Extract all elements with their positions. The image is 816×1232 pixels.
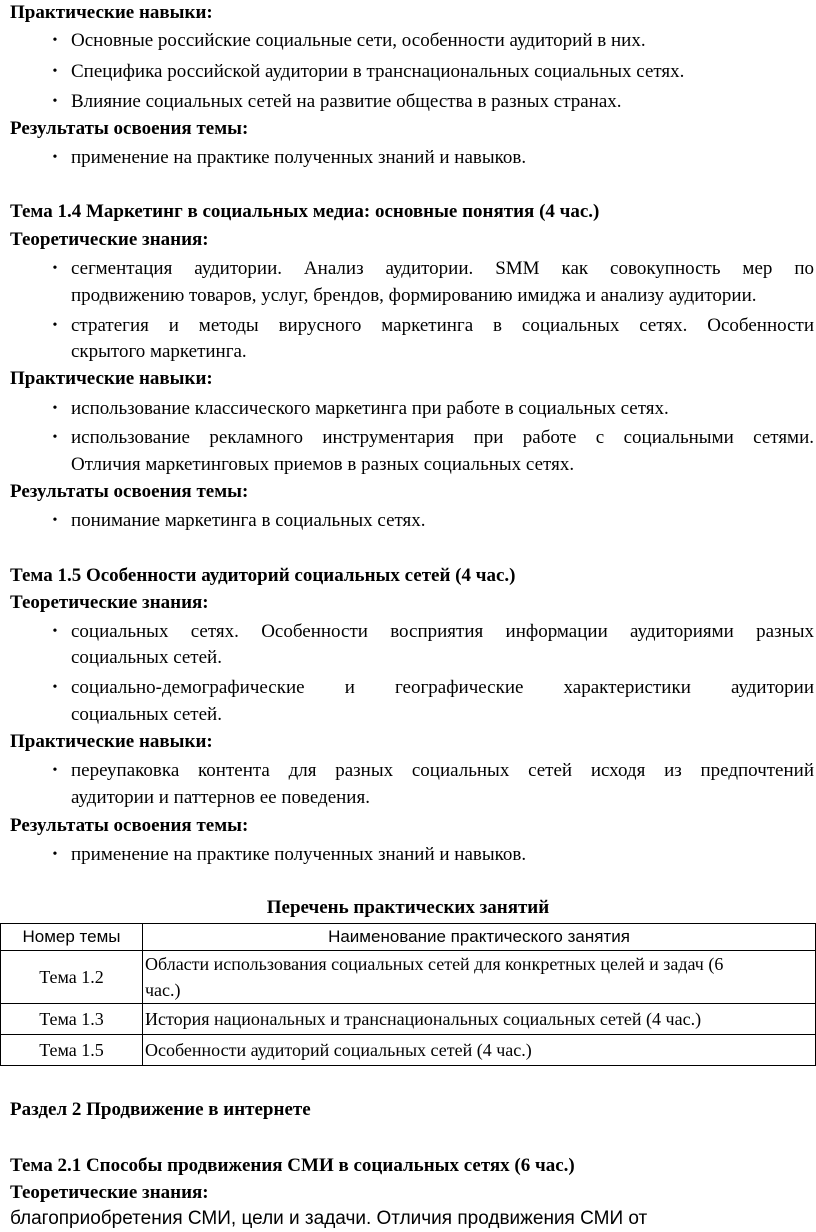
list-item-continuation: социальных сетей. bbox=[71, 704, 222, 725]
section-title: Раздел 2 Продвижение в интернете bbox=[10, 1099, 311, 1120]
topic-title: Тема 1.4 Маркетинг в социальных медиа: основные понятия (4 час.) bbox=[10, 201, 600, 222]
bullet: • bbox=[52, 513, 58, 528]
bullet: • bbox=[52, 401, 58, 416]
topic-number-cell: Тема 1.3 bbox=[1, 1004, 143, 1035]
bullet: • bbox=[52, 430, 58, 445]
bullet: • bbox=[52, 64, 58, 79]
list-item: понимание маркетинга в социальных сетях. bbox=[71, 510, 426, 531]
lesson-name-cell bbox=[143, 951, 816, 1004]
results-heading: Результаты освоения темы: bbox=[10, 481, 249, 502]
column-header-name: Наименование практического занятия bbox=[143, 924, 816, 951]
list-item: Влияние социальных сетей на развитие общества в разных странах. bbox=[71, 91, 622, 112]
list-item: сегментация аудитории. Анализ аудитории. SMM как совокупность мер по bbox=[71, 258, 814, 279]
bullet: • bbox=[52, 33, 58, 48]
list-item-continuation: аудитории и паттернов ее поведения. bbox=[71, 787, 370, 808]
list-item: Специфика российской аудитории в транснациональных социальных сетях. bbox=[71, 61, 685, 82]
column-header-topic: Номер темы bbox=[1, 924, 143, 951]
bullet: • bbox=[52, 763, 58, 778]
bullet: • bbox=[52, 847, 58, 862]
list-item-continuation: социальных сетей. bbox=[71, 647, 222, 668]
bullet: • bbox=[52, 261, 58, 276]
list-item: Основные российские социальные сети, особенности аудиторий в них. bbox=[71, 30, 646, 51]
practice-heading: Практические навыки: bbox=[10, 2, 213, 23]
bullet: • bbox=[52, 150, 58, 165]
practice-heading: Практические навыки: bbox=[10, 368, 213, 389]
bullet: • bbox=[52, 624, 58, 639]
lesson-name-line: Области использования социальных сетей для конкретных целей и задач (6 bbox=[145, 954, 724, 974]
table-header-row bbox=[1, 924, 816, 951]
practice-table bbox=[0, 923, 816, 1066]
bullet: • bbox=[52, 94, 58, 109]
list-item: социально-демографические и географические характеристики аудитории bbox=[71, 677, 814, 698]
lesson-name-cell: Особенности аудиторий социальных сетей (4 час.) bbox=[143, 1035, 816, 1066]
topic-title: Тема 1.5 Особенности аудиторий социальных сетей (4 час.) bbox=[10, 565, 516, 586]
list-item: применение на практике полученных знаний и навыков. bbox=[71, 844, 527, 865]
table-row bbox=[1, 1035, 816, 1066]
bullet: • bbox=[52, 680, 58, 695]
table-row bbox=[1, 1004, 816, 1035]
lesson-name-cell: История национальных и транснациональных социальных сетей (4 час.) bbox=[143, 1004, 816, 1035]
list-item: использование рекламного инструментария при работе с социальными сетями. bbox=[71, 427, 814, 448]
topic-number-cell: Тема 1.2 bbox=[1, 951, 143, 1004]
theory-heading: Теоретические знания: bbox=[10, 1182, 209, 1203]
list-item-continuation: продвижению товаров, услуг, брендов, формированию имиджа и анализу аудитории. bbox=[71, 285, 757, 306]
topic-number-cell: Тема 1.5 bbox=[1, 1035, 143, 1066]
lesson-name-line: час.) bbox=[145, 980, 181, 1000]
table-row bbox=[1, 951, 816, 1004]
table-caption: Перечень практических занятий bbox=[266, 897, 550, 918]
list-item: стратегия и методы вирусного маркетинга в социальных сетях. Особенности bbox=[71, 315, 814, 336]
bullet: • bbox=[52, 318, 58, 333]
list-item: применение на практике полученных знаний и навыков. bbox=[71, 147, 527, 168]
theory-heading: Теоретические знания: bbox=[10, 592, 209, 613]
list-item: переупаковка контента для разных социальных сетей исходя из предпочтений bbox=[71, 760, 814, 781]
list-item-continuation: скрытого маркетинга. bbox=[71, 341, 247, 362]
topic-title: Тема 2.1 Способы продвижения СМИ в социальных сетях (6 час.) bbox=[10, 1155, 575, 1176]
list-item: социальных сетях. Особенности восприятия информации аудиториями разных bbox=[71, 621, 814, 642]
practice-heading: Практические навыки: bbox=[10, 731, 213, 752]
theory-heading: Теоретические знания: bbox=[10, 229, 209, 250]
paragraph-line: благоприобретения СМИ, цели и задачи. Отличия продвижения СМИ от bbox=[10, 1208, 648, 1229]
list-item-continuation: Отличия маркетинговых приемов в разных социальных сетях. bbox=[71, 454, 575, 475]
results-heading: Результаты освоения темы: bbox=[10, 815, 249, 836]
results-heading: Результаты освоения темы: bbox=[10, 118, 249, 139]
list-item: использование классического маркетинга при работе в социальных сетях. bbox=[71, 398, 669, 419]
